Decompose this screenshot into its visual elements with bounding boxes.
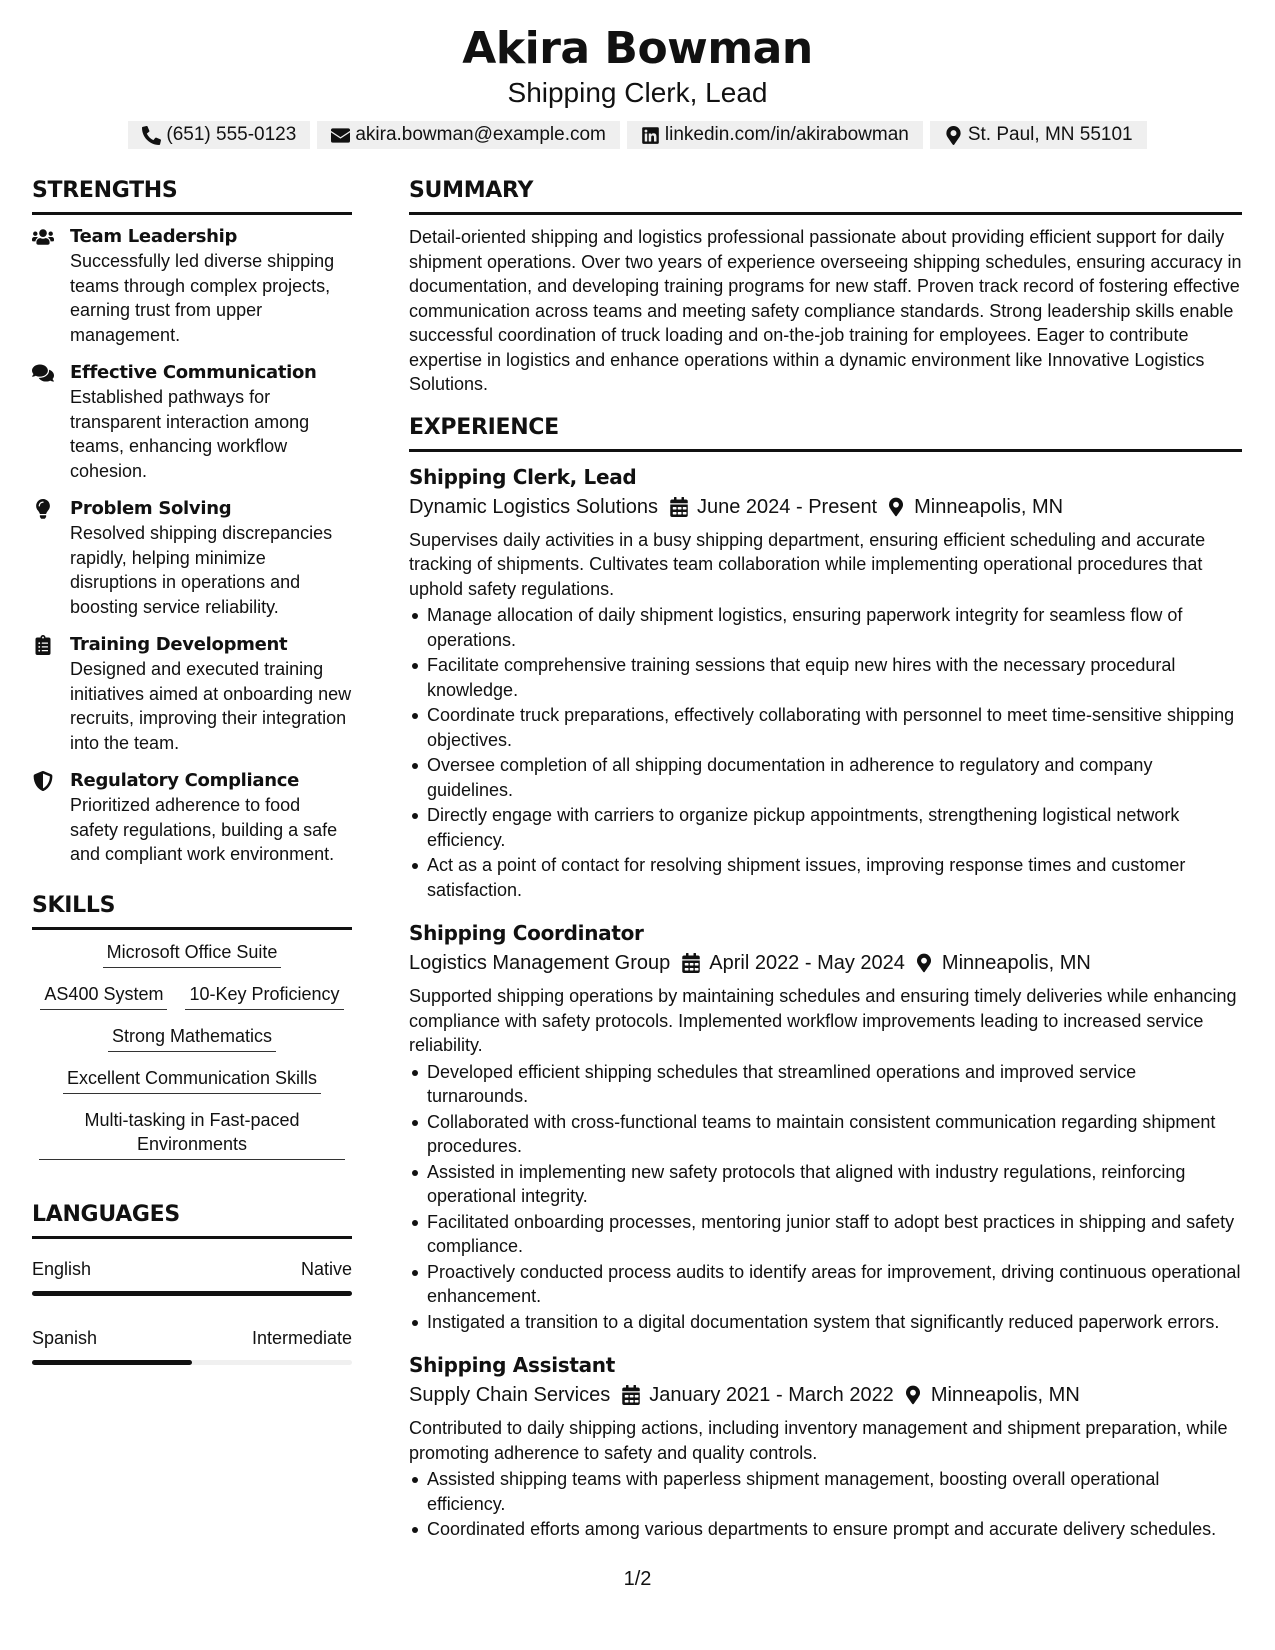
language-proficiency-bar [32,1291,352,1296]
lightbulb-icon [32,499,54,519]
job-title: Shipping Coordinator [409,921,644,945]
strength-item [32,225,352,347]
strength-item [32,361,352,483]
job-bullet: Collaborated with cross-functional teams to maintain consistent communication regarding shipment procedures. [409,1110,1242,1159]
contact-email[interactable] [317,121,620,149]
clipboard-list-icon [32,635,54,655]
job-bullet: Coordinate truck preparations, effectively collaborating with personnel to meet time-sensitive shipping objectives. [409,703,1242,752]
job-description: Contributed to daily shipping actions, including inventory management and shipment preparation, while promoting adherence to safety and quality controls. [409,1418,1228,1463]
calendar-icon [670,497,688,517]
job-meta [409,948,1242,978]
strength-desc: Successfully led diverse shipping teams through complex projects, earning trust from upper management. [70,251,335,345]
skill-tag: 10-Key Proficiency [185,982,343,1010]
strength-title: Effective Communication [70,362,317,383]
job-description: Supported shipping operations by maintaining schedules and ensuring timely deliveries while enhancing compliance with safety protocols. Implemented workflow improvements leading to increased service reliability. [409,986,1237,1055]
strength-title: Problem Solving [70,498,232,519]
job-bullet: Directly engage with carriers to organize pickup appointments, strengthening logistical network efficiency. [409,803,1242,852]
proficiency-fill [32,1360,192,1365]
job-entry [409,1350,1242,1542]
envelope-icon [331,126,350,145]
job-dates: January 2021 - March 2022 [649,1384,894,1406]
calendar-icon [622,1385,640,1405]
strength-desc: Prioritized adherence to food safety regulations, building a safe and compliant work environment. [70,795,338,864]
candidate-name: Akira Bowman [462,23,813,74]
candidate-title: Shipping Clerk, Lead [507,77,768,108]
job-bullets [409,1060,1242,1335]
strength-desc: Designed and executed training initiatives aimed at onboarding new recruits, improving their integration into the team. [70,659,352,753]
location-text: St. Paul, MN 55101 [967,124,1133,145]
proficiency-fill [32,1291,352,1296]
skill-tag: Multi-tasking in Fast-paced Environments [39,1108,345,1160]
strength-desc: Established pathways for transparent interaction among teams, enhancing workflow cohesion. [70,387,310,481]
job-meta [409,492,1242,522]
job-dates: June 2024 - Present [697,495,878,518]
contact-phone [128,121,310,149]
strength-desc: Resolved shipping discrepancies rapidly, helping minimize disruptions in operations and boosting service reliability. [70,523,333,617]
map-pin-icon [944,126,963,145]
job-bullet: Assisted shipping teams with paperless shipment management, boosting overall operational efficiency. [409,1467,1242,1516]
contact-bar [0,121,1275,149]
skills-heading: SKILLS [32,891,352,930]
job-bullets [409,603,1242,902]
shield-icon [32,771,54,791]
job-bullet: Proactively conducted process audits to identify areas for improvement, driving continuous operational enhancement. [409,1260,1242,1309]
job-company: Dynamic Logistics Solutions [409,495,658,518]
strengths-heading: STRENGTHS [32,176,352,215]
summary-text: Detail-oriented shipping and logistics professional passionate about providing efficient support for daily shipment operations. Over two years of experience overseeing shipping schedules, ensuring accuracy in documentation, and developing training programs for new staff. Proven track record of fostering effective communication across teams and meeting safety compliance standards. Strong leadership skills enable successful coordination of truck loading and on-the-job training for employees. Eager to contribute expertise in logistics and enhance operations within a dynamic environment like Innovative Logistics Solutions. [409,227,1242,394]
language-level: Native [300,1258,352,1279]
job-bullet: Instigated a transition to a digital documentation system that significantly reduced paperwork errors. [409,1310,1242,1335]
job-location: Minneapolis, MN [930,1384,1080,1406]
job-location: Minneapolis, MN [914,495,1064,518]
map-pin-icon [889,497,903,517]
map-pin-icon [917,953,931,973]
job-meta [409,1380,1242,1410]
job-company: Supply Chain Services [409,1384,611,1406]
job-location: Minneapolis, MN [941,952,1091,974]
job-bullet: Assisted in implementing new safety protocols that aligned with industry regulations, reinforcing operational integrity. [409,1160,1242,1209]
skill-tag: Strong Mathematics [108,1024,276,1052]
summary-heading: SUMMARY [409,176,1242,215]
job-dates: April 2022 - May 2024 [709,952,905,974]
experience-heading: EXPERIENCE [409,413,1242,452]
language-row [32,1326,352,1350]
job-bullets [409,1467,1242,1542]
contact-location [930,121,1147,149]
contact-linkedin[interactable] [627,121,923,149]
job-entry [409,462,1242,903]
comments-icon [32,363,54,383]
language-proficiency-bar [32,1360,352,1365]
strength-title: Team Leadership [70,226,238,247]
strength-title: Regulatory Compliance [70,770,300,791]
job-bullet: Oversee completion of all shipping documentation in adherence to regulatory and company guidelines. [409,753,1242,802]
strength-item [32,769,352,867]
resume-header [0,22,1275,149]
skill-tag: Microsoft Office Suite [103,940,282,968]
phone-icon [142,126,161,145]
job-bullet: Manage allocation of daily shipment logistics, ensuring paperwork integrity for seamless flow of operations. [409,603,1242,652]
languages-heading: LANGUAGES [32,1200,352,1239]
language-name: English [32,1258,92,1279]
job-bullet: Coordinated efforts among various departments to ensure prompt and accurate delivery schedules. [409,1517,1242,1542]
strength-item [32,497,352,619]
job-description: Supervises daily activities in a busy shipping department, ensuring efficient scheduling and accurate tracking of shipments. Cultivates team collaboration while implementing operational procedures that uphold safety regulations. [409,529,1206,599]
skill-tag: Excellent Communication Skills [63,1066,321,1094]
job-company: Logistics Management Group [409,952,671,974]
job-title: Shipping Assistant [409,1353,616,1377]
page-number: 1/2 [623,1568,652,1590]
job-bullet: Act as a point of contact for resolving shipment issues, improving response times and customer satisfaction. [409,853,1242,902]
strength-title: Training Development [70,634,288,655]
job-bullet: Facilitated onboarding processes, mentoring junior staff to adopt best practices in shipping and safety compliance. [409,1210,1242,1259]
skill-tag: AS400 System [40,982,167,1010]
email-text: akira.bowman@example.com [355,124,606,145]
job-title: Shipping Clerk, Lead [409,464,637,489]
language-row [32,1257,352,1281]
job-entry [409,918,1242,1334]
job-bullet: Facilitate comprehensive training sessions that equip new hires with the necessary procedural knowledge. [409,653,1242,702]
phone-text: (651) 555-0123 [166,124,297,145]
strength-item [32,633,352,755]
left-column [32,176,352,1395]
languages-list [32,1257,352,1365]
linkedin-icon [641,126,660,145]
language-name: Spanish [32,1327,98,1348]
job-bullet: Developed efficient shipping schedules that streamlined operations and improved service turnarounds. [409,1060,1242,1109]
linkedin-text: linkedin.com/in/akirabowman [664,124,909,145]
users-icon [32,227,54,247]
skills-list [32,940,352,1160]
experience-list [409,462,1242,1542]
right-column [409,176,1242,1558]
map-pin-icon [906,1385,920,1405]
calendar-icon [682,953,700,973]
language-level: Intermediate [251,1327,352,1348]
